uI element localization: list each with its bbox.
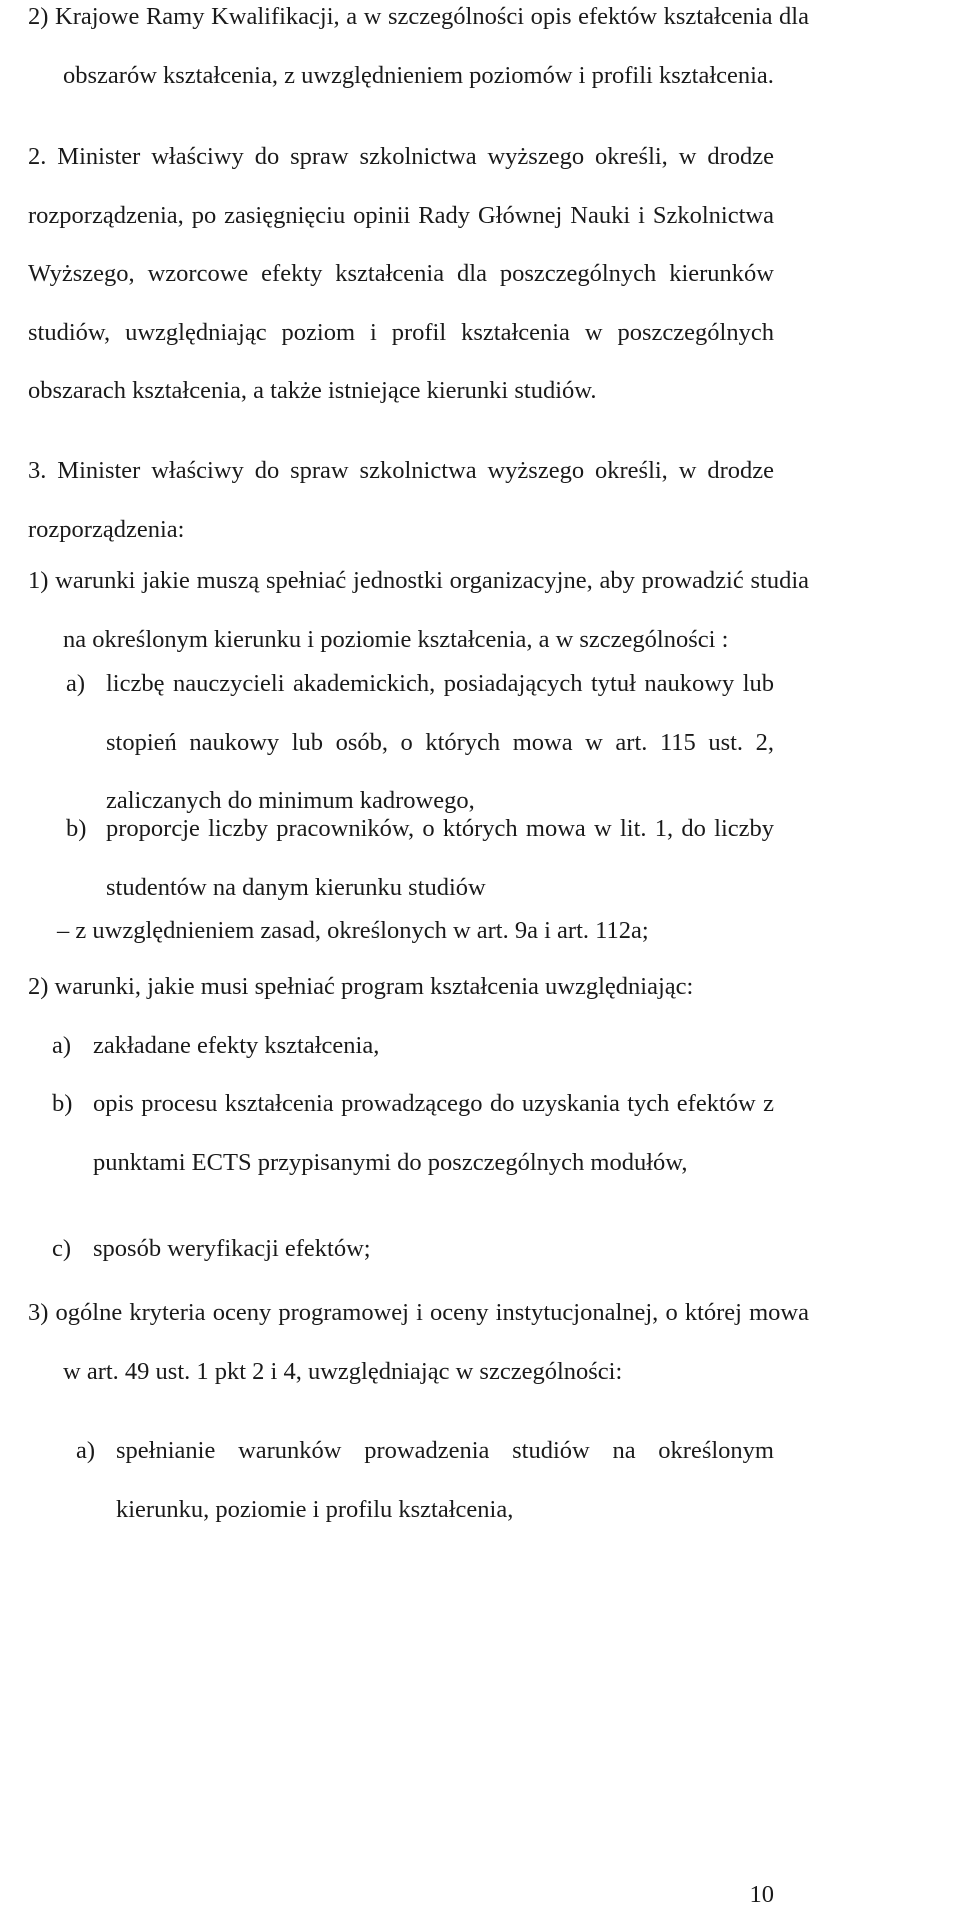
point-2-item-c bbox=[52, 1220, 774, 1279]
point-1-text: 1) warunki jakie muszą spełniać jednostki organizacyjne, aby prowadzić studia na określonym kierunku i poziomie kształcenia, a w szczególności : bbox=[28, 567, 809, 653]
list-item-krajowe-ramy: 2) Krajowe Ramy Kwalifikacji, a w szczególności opis efektów kształcenia dla obszarów kształcenia, z uwzględnieniem poziomów i profili kształcenia. bbox=[28, 3, 809, 89]
point-2-item-a-text: zakładane efekty kształcenia, bbox=[93, 1032, 380, 1059]
point-3-item-a-text: spełnianie warunków prowadzenia studiów na określonym kierunku, poziomie i profilu kształcenia, bbox=[116, 1437, 774, 1523]
point-1-item-b-label: b) bbox=[66, 815, 87, 842]
point-2-item-b bbox=[52, 1075, 774, 1192]
point-2-item-a-label: a) bbox=[52, 1032, 72, 1059]
point-3-text: 3) ogólne kryteria oceny programowej i oceny instytucjonalnej, o której mowa w art. 49 ust. 1 pkt 2 i 4, uwzględniając w szczególności: bbox=[28, 1299, 809, 1385]
page-number: 10 bbox=[749, 1881, 774, 1908]
point-1-item-a-label: a) bbox=[66, 670, 86, 697]
point-2-item-a bbox=[52, 1017, 774, 1076]
point-2-item-c-text: sposób weryfikacji efektów; bbox=[93, 1235, 371, 1262]
point-1-item-b bbox=[66, 800, 774, 917]
point-1-item-b-text: proporcje liczby pracowników, o których mowa w lit. 1, do liczby studentów na danym kierunku studiów bbox=[106, 815, 774, 901]
point-3-item-a bbox=[76, 1422, 774, 1539]
point-1-item-a-text: liczbę nauczycieli akademickich, posiadających tytuł naukowy lub stopień naukowy lub osób, o których mowa w art. 115 ust. 2, zaliczanych do minimum kadrowego, bbox=[106, 670, 774, 814]
point-1-closing: – z uwzględnieniem zasad, określonych w art. 9a i art. 112a; bbox=[57, 917, 649, 944]
point-2-item-c-label: c) bbox=[52, 1235, 72, 1262]
point-2-item-b-label: b) bbox=[52, 1090, 73, 1117]
point-2-item-b-text: opis procesu kształcenia prowadzącego do uzyskania tych efektów z punktami ECTS przypisanymi do poszczególnych modułów, bbox=[93, 1090, 774, 1176]
paragraph-2: 2. Minister właściwy do spraw szkolnictwa wyższego określi, w drodze rozporządzenia, po zasięgnięciu opinii Rady Głównej Nauki i Szkolnictwa Wyższego, wzorcowe efekty kształcenia dla poszczególnych kierunków studiów, uwzględniając poziom i profil kształcenia w poszczególnych obszarach kształcenia, a także istniejące kierunki studiów. bbox=[28, 143, 774, 404]
point-3-item-a-label: a) bbox=[76, 1437, 96, 1464]
point-2-text: 2) warunki, jakie musi spełniać program kształcenia uwzględniając: bbox=[28, 973, 694, 1000]
paragraph-3: 3. Minister właściwy do spraw szkolnictwa wyższego określi, w drodze rozporządzenia: bbox=[28, 457, 774, 543]
